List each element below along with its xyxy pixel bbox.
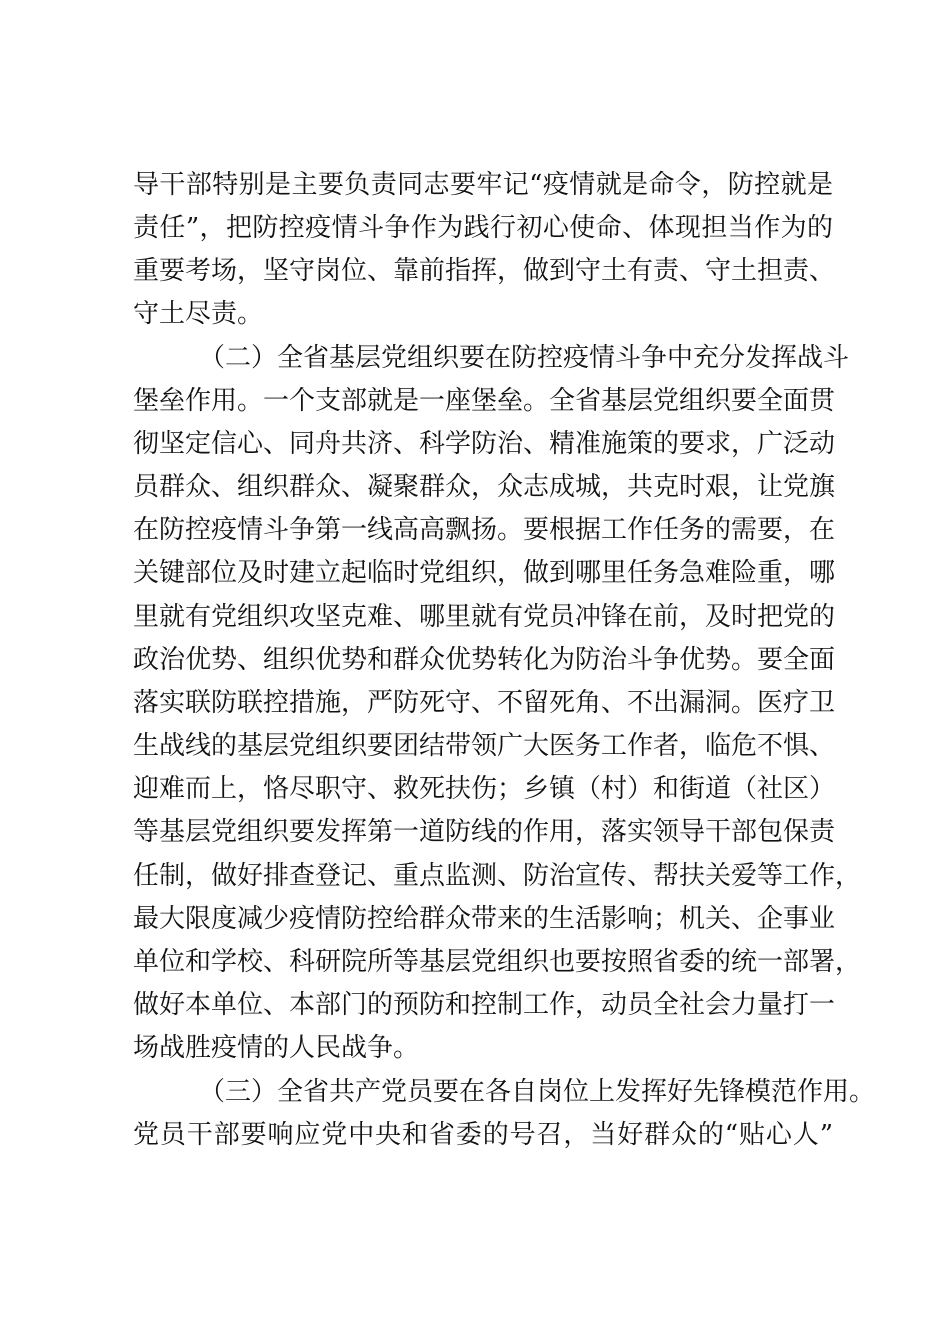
text-line: 堡垒作用。一个支部就是一座堡垒。全省基层党组织要全面贯 — [133, 386, 836, 416]
text-line: 迎难而上，恪尽职守、救死扶伤；乡镇（村）和街道（社区） — [133, 774, 836, 804]
text-line: 员群众、组织群众、凝聚群众，众志成城，共克时艰，让党旗 — [133, 472, 836, 502]
text-line: 落实联防联控措施，严防死守、不留死角、不出漏洞。医疗卫 — [133, 688, 836, 718]
text-line: 彻坚定信心、同舟共济、科学防治、精准施策的要求，广泛动 — [133, 429, 836, 459]
text-line: 政治优势、组织优势和群众优势转化为防治斗争优势。要全面 — [133, 645, 836, 675]
paragraph-heading-line: （二）全省基层党组织要在防控疫情斗争中充分发挥战斗 — [199, 343, 850, 373]
paragraph-heading-line: （三）全省共产党员要在各自岗位上发挥好先锋模范作用。 — [199, 1077, 876, 1107]
text-line: 责任”，把防控疫情斗争作为践行初心使命、体现担当作为的 — [133, 213, 833, 243]
text-line: 里就有党组织攻坚克难、哪里就有党员冲锋在前，及时把党的 — [133, 602, 836, 632]
text-line: 党员干部要响应党中央和省委的号召，当好群众的“贴心人” — [133, 1120, 833, 1150]
text-line: 场战胜疫情的人民战争。 — [133, 1033, 420, 1063]
text-line: 守土尽责。 — [133, 299, 264, 329]
text-line: 生战线的基层党组织要团结带领广大医务工作者，临危不惧、 — [133, 731, 836, 761]
text-line: 关键部位及时建立起临时党组织，做到哪里任务急难险重，哪 — [133, 558, 836, 588]
text-line: 最大限度减少疫情防控给群众带来的生活影响；机关、企事业 — [133, 904, 836, 934]
text-line: 在防控疫情斗争第一线高高飘扬。要根据工作任务的需要，在 — [133, 515, 836, 545]
text-line: 导干部特别是主要负责同志要牢记“疫情就是命令，防控就是 — [133, 170, 833, 200]
text-line: 做好本单位、本部门的预防和控制工作，动员全社会力量打一 — [133, 990, 836, 1020]
text-line: 等基层党组织要发挥第一道防线的作用，落实领导干部包保责 — [133, 817, 836, 847]
text-line: 任制，做好排查登记、重点监测、防治宣传、帮扶关爱等工作， — [133, 861, 862, 891]
text-line: 单位和学校、科研院所等基层党组织也要按照省委的统一部署， — [133, 947, 862, 977]
text-line: 重要考场，坚守岗位、靠前指挥，做到守土有责、守土担责、 — [133, 256, 836, 286]
